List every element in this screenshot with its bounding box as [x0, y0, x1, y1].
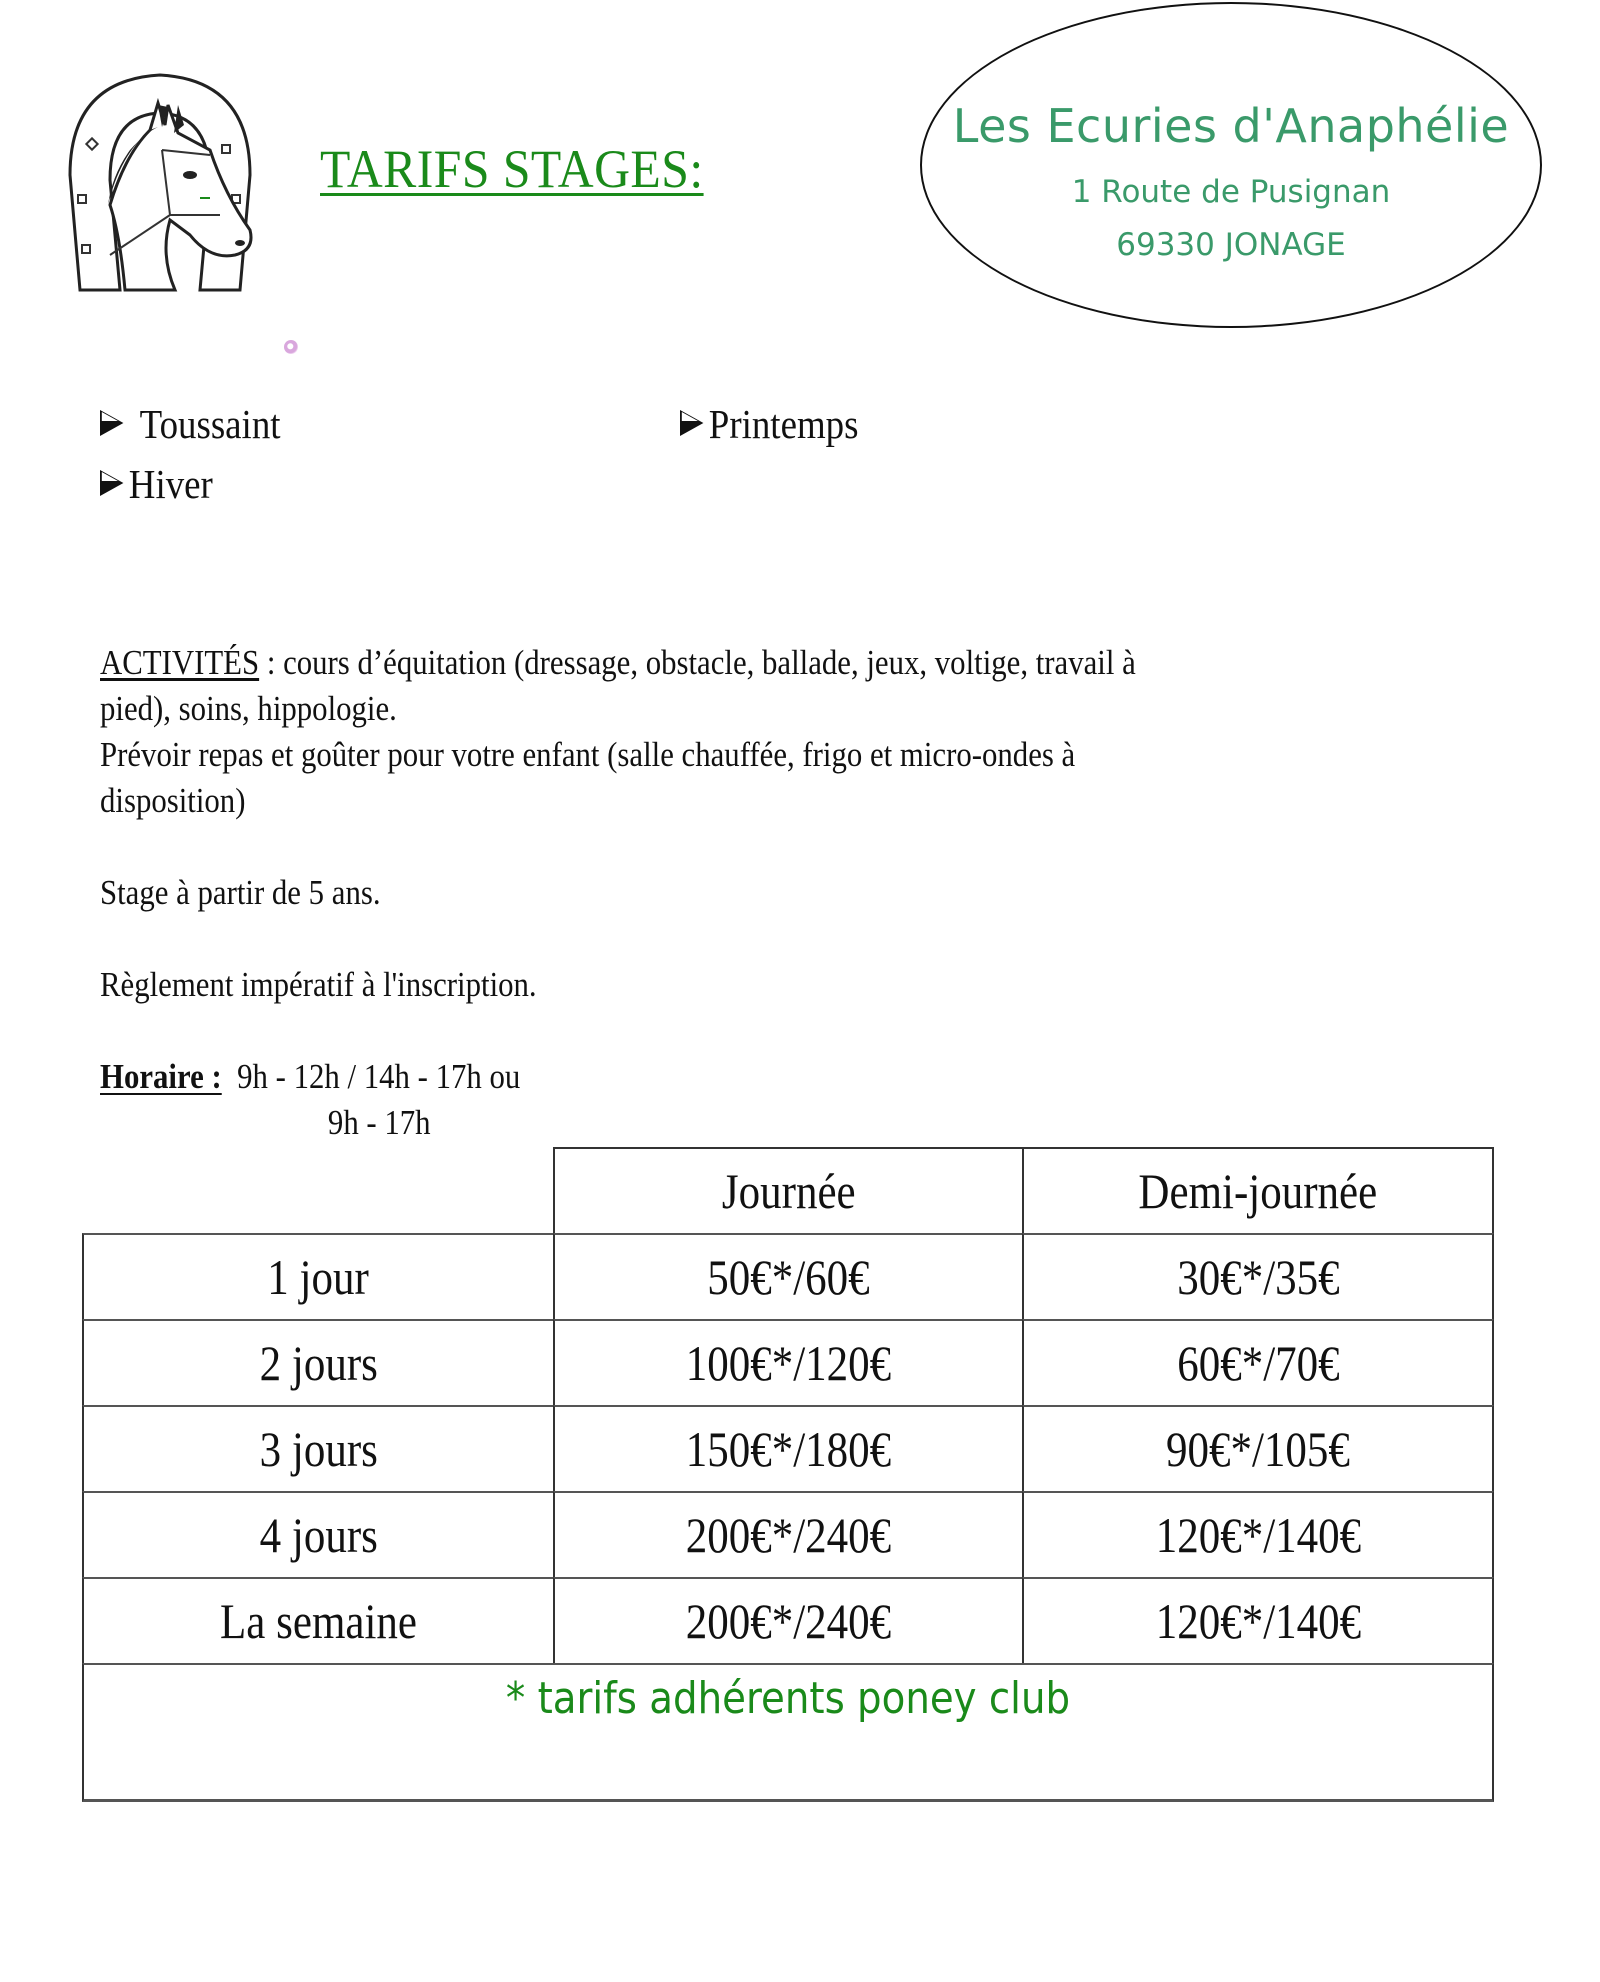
season-label: Printemps — [708, 401, 859, 447]
table-row — [82, 1405, 1494, 1491]
schedule-label: Horaire : — [100, 1057, 222, 1096]
half-day-price-cell — [1022, 1491, 1494, 1577]
price-value: 120€*/140€ — [1155, 1593, 1361, 1649]
full-day-price-cell — [553, 1319, 1022, 1405]
half-day-price-cell — [1022, 1233, 1494, 1319]
full-day-price-cell — [553, 1233, 1022, 1319]
activities-separator: : — [259, 643, 284, 682]
price-value: 120€*/140€ — [1155, 1507, 1361, 1563]
horse-horseshoe-logo-icon — [50, 55, 265, 300]
season-label: Toussaint — [139, 401, 281, 447]
club-name: Les Ecuries d'Anaphélie — [952, 99, 1510, 153]
table-row — [82, 1233, 1494, 1319]
club-address-line1: 1 Route de Pusignan — [1071, 174, 1391, 210]
price-value: 200€*/240€ — [685, 1507, 892, 1563]
duration-label: La semaine — [220, 1593, 417, 1649]
club-address-line2: 69330 JONAGE — [1116, 227, 1346, 263]
header-cell-empty — [82, 1147, 553, 1233]
member-price-footnote: * tarifs adhérents poney club — [505, 1673, 1071, 1724]
schedule — [100, 1054, 520, 1146]
club-address-ellipse — [920, 2, 1542, 328]
price-value: 100€*/120€ — [685, 1335, 892, 1391]
arrow-bullet-icon — [100, 410, 123, 436]
activities-line2: pied), soins, hippologie. — [100, 689, 397, 728]
table-header-row — [82, 1147, 1494, 1233]
table-row — [82, 1577, 1494, 1663]
schedule-line1: 9h - 12h / 14h - 17h ou — [237, 1057, 521, 1096]
table-footer-row — [82, 1663, 1494, 1802]
duration-cell — [82, 1405, 553, 1491]
duration-cell — [82, 1233, 553, 1319]
activities-label: ACTIVITÉS — [100, 643, 260, 682]
price-value: 200€*/240€ — [685, 1593, 892, 1649]
arrow-bullet-icon — [100, 470, 123, 496]
full-day-price-cell — [553, 1577, 1022, 1663]
season-label: Hiver — [128, 461, 213, 507]
duration-label: 4 jours — [259, 1507, 378, 1563]
duration-cell — [82, 1577, 553, 1663]
activities-line4: disposition) — [100, 781, 246, 820]
header-cell-half-day — [1022, 1147, 1494, 1233]
header-label: Demi-journée — [1138, 1163, 1378, 1219]
duration-cell — [82, 1319, 553, 1405]
half-day-price-cell — [1022, 1319, 1494, 1405]
price-value: 150€*/180€ — [685, 1421, 892, 1477]
price-value: 30€*/35€ — [1176, 1249, 1340, 1305]
arrow-bullet-icon — [680, 410, 703, 436]
table-row — [82, 1319, 1494, 1405]
table-row — [82, 1491, 1494, 1577]
price-value: 90€*/105€ — [1166, 1421, 1350, 1477]
duration-label: 3 jours — [259, 1421, 378, 1477]
header-cell-full-day — [553, 1147, 1022, 1233]
price-value: 50€*/60€ — [707, 1249, 870, 1305]
duration-label: 2 jours — [259, 1335, 378, 1391]
full-day-price-cell — [553, 1405, 1022, 1491]
header-label: Journée — [721, 1163, 856, 1219]
age-note: Stage à partir de 5 ans. — [100, 873, 381, 912]
payment-note: Règlement impératif à l'inscription. — [100, 965, 537, 1004]
half-day-price-cell — [1022, 1405, 1494, 1491]
season-item-toussaint — [100, 400, 281, 448]
season-item-printemps — [680, 400, 858, 448]
activities-paragraph — [100, 640, 1136, 824]
duration-cell — [82, 1491, 553, 1577]
duration-label: 1 jour — [267, 1249, 370, 1305]
season-item-hiver — [100, 460, 213, 508]
decorative-dot — [284, 340, 298, 354]
half-day-price-cell — [1022, 1577, 1494, 1663]
activities-line1: cours d’équitation (dressage, obstacle, ballade, jeux, voltige, travail à — [283, 643, 1136, 682]
full-day-price-cell — [553, 1491, 1022, 1577]
activities-line3: Prévoir repas et goûter pour votre enfant (salle chauffée, frigo et micro-ondes à — [100, 735, 1076, 774]
schedule-line2: 9h - 17h — [327, 1103, 431, 1142]
page-title: TARIFS STAGES: — [320, 139, 704, 199]
price-value: 60€*/70€ — [1176, 1335, 1340, 1391]
